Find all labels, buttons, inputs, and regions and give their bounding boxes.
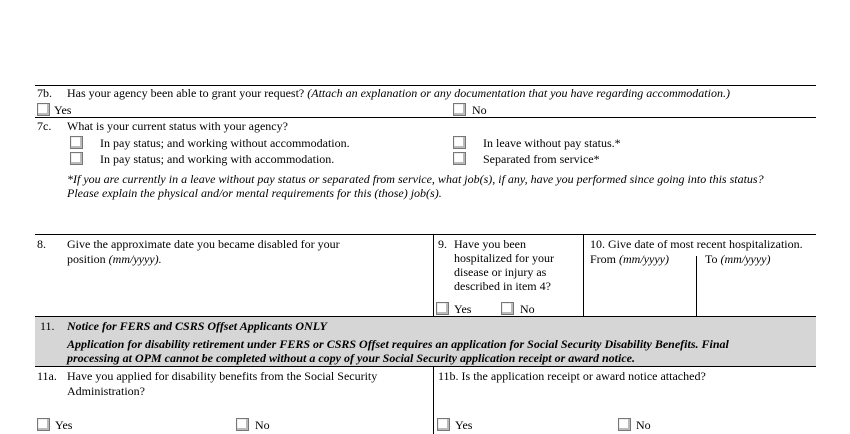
q7c-footnote-line-1: *If you are currently in a leave without pay status or separated from service, what job(s), if any, have you performed since going into this status? [67,172,764,186]
q11-body-line-1: Application for disability retirement under FERS or CSRS Offset requires an application for Social Security Disability Benefits. Final [67,337,729,351]
q10-from-input[interactable] [588,268,692,312]
q11a-yes-checkbox[interactable] [37,418,50,431]
q7c-option-4-checkbox[interactable] [453,152,466,165]
q7c-option-2-checkbox[interactable] [70,152,83,165]
q11a-number: 11a. [37,369,57,383]
q7b-yes-label: Yes [54,103,72,117]
q8-number: 8. [37,237,46,251]
q7c-question: What is your current status with your agency? [67,119,288,133]
q10-from-format: (mm/yyyy) [619,252,669,266]
q7b-no-checkbox[interactable] [453,103,466,116]
q8-date-format: (mm/yyyy). [108,252,162,266]
q11b-yes-label: Yes [455,418,473,432]
q7b-note: (Attach an explanation or any documentation that you have regarding accommodation.) [307,86,730,100]
q7c-number: 7c. [37,119,52,133]
column-divider [433,234,434,316]
q11b-question: 11b. Is the application receipt or award notice attached? [438,369,706,383]
column-divider [433,366,434,434]
q9-no-checkbox[interactable] [501,302,514,315]
q9-yes-label: Yes [454,302,472,316]
q11-number: 11. [40,319,55,333]
q8-date-input[interactable] [60,268,425,312]
q11a-no-label: No [255,418,270,432]
q7c-option-1-checkbox[interactable] [70,136,83,149]
q10-from-label [590,253,669,265]
q10-from-text: From [590,252,617,266]
q11b-no-label: No [636,418,651,432]
column-divider [583,234,584,316]
q7b-question-text: Has your agency been able to grant your request? [67,86,305,100]
q8-position-label: position [67,252,106,266]
q10-question: 10. Give date of most recent hospitalization. [590,237,803,251]
q7c-footnote-line-2: Please explain the physical and/or mental requirements for this (those) job(s). [67,186,442,200]
q9-number: 9. [438,237,447,251]
q8-text-line-2 [67,253,162,265]
q7c-option-3-checkbox[interactable] [453,136,466,149]
q9-line-2: hospitalized for your [454,251,554,265]
q11a-text-line-2: Administration? [67,384,145,398]
q11a-yes-label: Yes [55,418,73,432]
q10-to-format: (mm/yyyy) [720,252,771,266]
q8-text-line-1: Give the approximate date you became disabled for your [67,237,340,251]
q10-from-to-divider [696,256,697,316]
q7c-option-2-label: In pay status; and working with accommodation. [100,152,335,166]
q7b-question [67,87,730,99]
q11-title: Notice for FERS and CSRS Offset Applicants ONLY [67,319,327,333]
q11a-no-checkbox[interactable] [236,418,249,431]
q9-line-4: described in item 4? [454,279,551,293]
q11b-yes-checkbox[interactable] [437,418,450,431]
q7b-number: 7b. [37,86,52,100]
q7c-option-1-label: In pay status; and working without accommodation. [100,136,350,150]
q10-to-input[interactable] [700,268,812,312]
row-divider [35,316,816,317]
q9-yes-checkbox[interactable] [436,302,449,315]
q11a-text-line-1: Have you applied for disability benefits from the Social Security [67,369,378,383]
q7c-option-4-label: Separated from service* [483,152,600,166]
q7b-no-label: No [472,103,487,117]
q10-to-label [705,253,770,265]
q11b-no-checkbox[interactable] [618,418,631,431]
row-divider [35,117,816,118]
q11-body-line-2: processing at OPM cannot be completed without a copy of your Social Security application receipt or award notice. [67,351,635,365]
q10-to-text: To [705,252,718,266]
q7b-yes-checkbox[interactable] [37,103,50,116]
q9-no-label: No [520,302,535,316]
q9-line-1: Have you been [454,237,526,251]
row-divider [35,366,816,367]
row-divider [35,234,816,235]
q9-line-3: disease or injury as [454,265,547,279]
q7c-option-3-label: In leave without pay status.* [483,136,621,150]
